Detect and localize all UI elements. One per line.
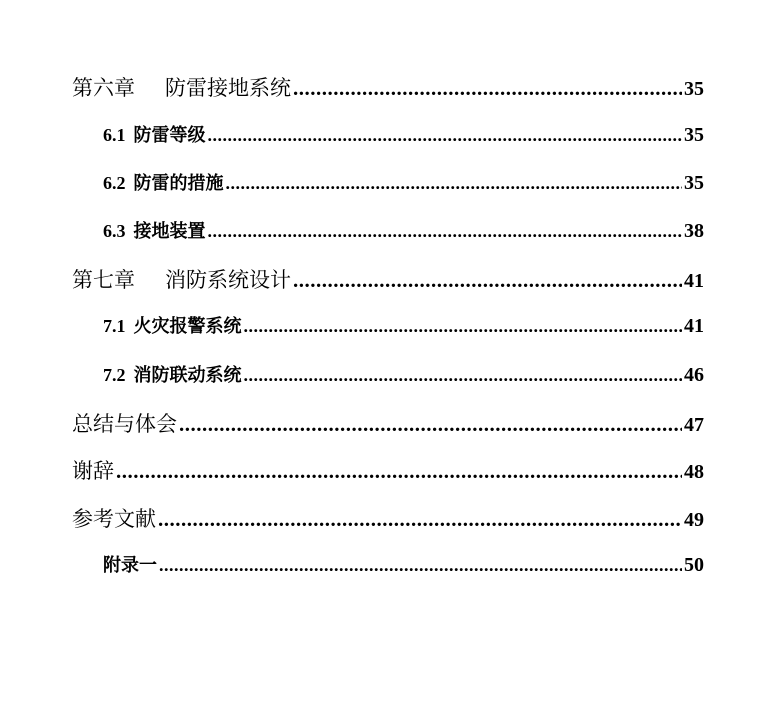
toc-entry-page-number: 38 xyxy=(684,220,704,242)
toc-dot-leader xyxy=(293,76,682,101)
toc-entry-prefix: 7.1 xyxy=(103,316,126,336)
toc-entry-prefix: 第七章 xyxy=(72,268,135,292)
toc-dot-leader xyxy=(208,221,683,242)
toc-entry-title: 防雷接地系统 xyxy=(165,76,291,100)
toc-entry-title: 消防系统设计 xyxy=(165,268,291,292)
toc-entry-acknowledgements[interactable] xyxy=(72,455,704,485)
toc-dot-leader xyxy=(208,125,683,146)
toc-entry-page-number: 48 xyxy=(684,461,704,483)
toc-entry-prefix: 6.2 xyxy=(103,173,126,193)
toc-entry-page-number: 35 xyxy=(684,172,704,194)
toc-entry-page-number: 41 xyxy=(684,315,704,337)
toc-entry-section-7-2[interactable] xyxy=(103,361,704,391)
toc-entry-page-number: 47 xyxy=(684,414,704,436)
toc-dot-leader xyxy=(116,459,682,484)
toc-entry-section-6-2[interactable] xyxy=(103,169,704,199)
toc-entry-title: 谢辞 xyxy=(72,459,114,483)
toc-entry-appendix-1[interactable] xyxy=(103,551,704,581)
toc-entry-page-number: 35 xyxy=(684,124,704,146)
toc-entry-title: 附录一 xyxy=(103,555,157,576)
toc-entry-section-6-3[interactable] xyxy=(103,217,704,247)
toc-entry-page-number: 46 xyxy=(684,364,704,386)
toc-entry-page-number: 41 xyxy=(684,270,704,292)
toc-entry-title: 总结与体会 xyxy=(72,412,177,436)
toc-entry-chapter-6[interactable] xyxy=(72,72,704,102)
toc-dot-leader xyxy=(244,316,683,337)
toc-entry-prefix: 第六章 xyxy=(72,76,135,100)
toc-dot-leader xyxy=(244,365,683,386)
toc-entry-title: 参考文献 xyxy=(72,507,156,531)
toc-entry-summary[interactable] xyxy=(72,408,704,438)
toc-dot-leader xyxy=(158,507,682,532)
toc-dot-leader xyxy=(226,173,683,194)
toc-entry-title: 火灾报警系统 xyxy=(133,316,242,337)
toc-entry-title: 消防联动系统 xyxy=(133,365,242,386)
toc-entry-section-6-1[interactable] xyxy=(103,121,704,151)
toc-entry-chapter-7[interactable] xyxy=(72,264,704,294)
toc-entry-prefix: 6.1 xyxy=(103,125,126,145)
toc-entry-title: 接地装置 xyxy=(133,221,206,242)
toc-entry-title: 防雷的措施 xyxy=(133,173,224,194)
toc-entry-page-number: 35 xyxy=(684,78,704,100)
toc-entry-page-number: 49 xyxy=(684,509,704,531)
toc-dot-leader xyxy=(293,268,682,293)
toc-entry-section-7-1[interactable] xyxy=(103,312,704,342)
toc-entry-title: 防雷等级 xyxy=(133,125,206,146)
toc-dot-leader xyxy=(159,555,682,576)
toc-entry-prefix: 7.2 xyxy=(103,365,126,385)
toc-dot-leader xyxy=(179,412,682,437)
toc-entry-prefix: 6.3 xyxy=(103,221,126,241)
toc-entry-page-number: 50 xyxy=(684,554,704,576)
toc-entry-references[interactable] xyxy=(72,503,704,533)
